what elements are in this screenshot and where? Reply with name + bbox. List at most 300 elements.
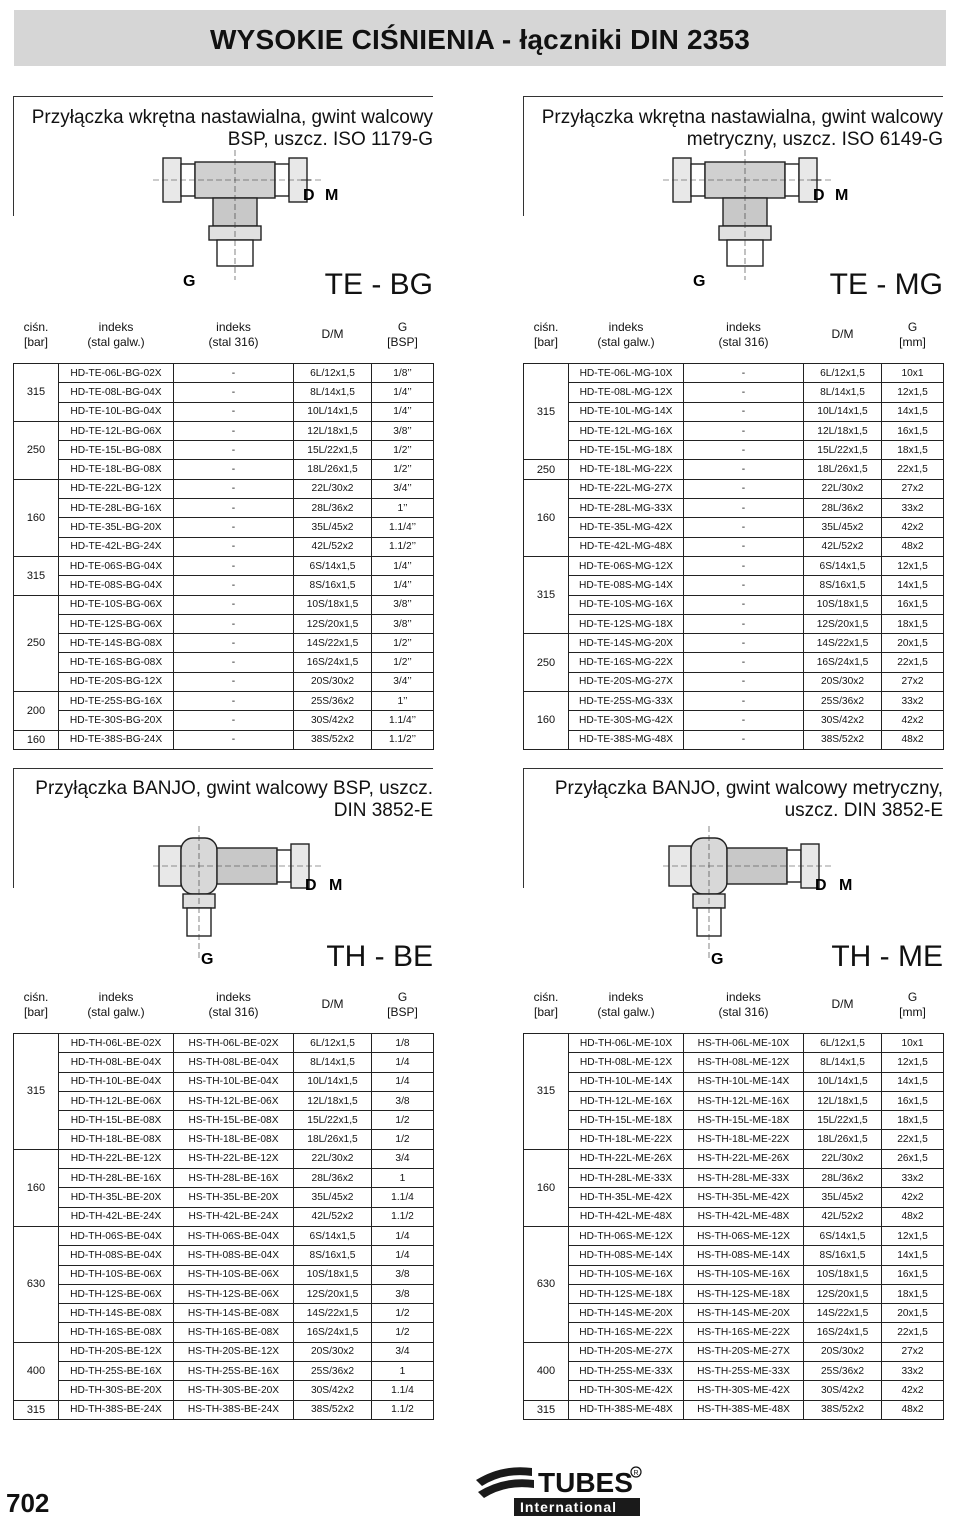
- index-316-cell: HS-TH-16S-ME-22X: [684, 1323, 804, 1342]
- pressure-cell: 400: [14, 1342, 59, 1400]
- g-cell: 27x2: [882, 479, 944, 498]
- dm-cell: 6S/14x1,5: [804, 556, 882, 575]
- pressure-cell: 160: [524, 1149, 569, 1226]
- page-number: 702: [6, 1488, 50, 1518]
- index-316-cell: HS-TH-12L-BE-06X: [174, 1091, 294, 1110]
- index-316-cell: HS-TH-28L-BE-16X: [174, 1169, 294, 1188]
- dm-cell: 22L/30x2: [294, 479, 372, 498]
- header-gap: [14, 354, 434, 364]
- table-row: [524, 1091, 944, 1110]
- table-row: [524, 441, 944, 460]
- table-row: [524, 672, 944, 691]
- dm-cell: 8S/16x1,5: [804, 1246, 882, 1265]
- g-cell: 3/4’’: [372, 672, 434, 691]
- section-heading-line1: Przyłączka BANJO, gwint walcowy BSP, uszcz.: [35, 778, 433, 799]
- pressure-cell: 315: [524, 556, 569, 633]
- dm-cell: 14S/22x1,5: [804, 1304, 882, 1323]
- header-pressure: [524, 315, 569, 354]
- index-cell: HD-TH-15L-ME-18X: [569, 1111, 684, 1130]
- section-te-mg: [523, 96, 943, 746]
- table-row: [14, 711, 434, 730]
- index-316-cell: -: [174, 479, 294, 498]
- g-cell: 48x2: [882, 730, 944, 749]
- header-index-i2: (stal galw.): [597, 334, 655, 349]
- page-title: WYSOKIE CIŚNIENIA - łączniki DIN 2353: [210, 24, 751, 55]
- dm-cell: 15L/22x1,5: [294, 441, 372, 460]
- index-cell: HD-TH-12L-BE-06X: [59, 1091, 174, 1110]
- dm-cell: 8L/14x1,5: [294, 383, 372, 402]
- index-cell: HD-TH-08S-BE-04X: [59, 1246, 174, 1265]
- index-cell: HD-TE-08S-MG-14X: [569, 576, 684, 595]
- table-row: [524, 1304, 944, 1323]
- pressure-cell: 630: [524, 1226, 569, 1342]
- index-cell: HD-TH-06L-ME-10X: [569, 1034, 684, 1053]
- index-316-cell: HS-TH-38S-BE-24X: [174, 1400, 294, 1419]
- pressure-cell: 160: [14, 730, 59, 749]
- table-row: [14, 499, 434, 518]
- index-316-cell: HS-TH-30S-BE-20X: [174, 1381, 294, 1400]
- product-code: TH - BE: [326, 940, 433, 973]
- index-316-cell: HS-TH-10L-BE-04X: [174, 1072, 294, 1091]
- dm-cell: 6L/12x1,5: [804, 1034, 882, 1053]
- header-dm: [294, 315, 372, 354]
- table-row: [524, 576, 944, 595]
- section-frame-top: [13, 768, 433, 769]
- table-row: [524, 421, 944, 440]
- g-cell: 20x1,5: [882, 1304, 944, 1323]
- header-g: [882, 315, 944, 354]
- index-cell: HD-TH-28L-BE-16X: [59, 1169, 174, 1188]
- section-frame-top: [523, 96, 943, 97]
- dm-cell: 28L/36x2: [294, 499, 372, 518]
- dm-cell: 12S/20x1,5: [804, 1284, 882, 1303]
- index-316-cell: -: [684, 692, 804, 711]
- g-cell: 3/8: [372, 1265, 434, 1284]
- table-row: [524, 1381, 944, 1400]
- index-316-cell: -: [174, 460, 294, 479]
- index-316-cell: HS-TH-25S-ME-33X: [684, 1362, 804, 1381]
- table-row: [14, 1284, 434, 1303]
- g-cell: 1/4: [372, 1226, 434, 1245]
- index-cell: HD-TH-10S-BE-06X: [59, 1265, 174, 1284]
- dm-cell: 30S/42x2: [804, 711, 882, 730]
- table-row: [14, 1188, 434, 1207]
- dm-cell: 8L/14x1,5: [294, 1053, 372, 1072]
- index-316-cell: -: [174, 653, 294, 672]
- index-316-cell: HS-TH-06S-BE-04X: [174, 1226, 294, 1245]
- table-row: [524, 653, 944, 672]
- table-row: [524, 1342, 944, 1361]
- dm-cell: 18L/26x1,5: [804, 1130, 882, 1149]
- table-row: [524, 1169, 944, 1188]
- svg-text:G: G: [711, 951, 724, 968]
- index-316-cell: -: [174, 672, 294, 691]
- header-g-g1: G: [397, 989, 408, 1004]
- index-316-cell: HS-TH-08S-ME-14X: [684, 1246, 804, 1265]
- index-cell: HD-TE-06L-BG-02X: [59, 364, 174, 383]
- g-cell: 22x1,5: [882, 653, 944, 672]
- g-cell: 22x1,5: [882, 460, 944, 479]
- table-row: [14, 595, 434, 614]
- g-cell: 18x1,5: [882, 1284, 944, 1303]
- section-frame-top: [13, 96, 433, 97]
- dm-cell: 10L/14x1,5: [294, 402, 372, 421]
- g-cell: 1: [372, 1169, 434, 1188]
- index-cell: HD-TH-20S-ME-27X: [569, 1342, 684, 1361]
- header-pressure-p1: ciśn.: [23, 989, 49, 1004]
- svg-text:G: G: [693, 273, 706, 290]
- table-row: [14, 1130, 434, 1149]
- table-row: [14, 1111, 434, 1130]
- index-316-cell: -: [684, 556, 804, 575]
- g-cell: 1.1/4: [372, 1381, 434, 1400]
- table-row: [14, 1207, 434, 1226]
- index-316-cell: -: [174, 518, 294, 537]
- g-cell: 1/2’’: [372, 460, 434, 479]
- index-cell: HD-TH-38S-BE-24X: [59, 1400, 174, 1419]
- section-te-bg: [13, 96, 433, 746]
- header-dm-dm: D/M: [831, 997, 854, 1011]
- dm-cell: 10S/18x1,5: [294, 1265, 372, 1284]
- index-316-cell: HS-TH-08L-ME-12X: [684, 1053, 804, 1072]
- header-g: [372, 985, 434, 1024]
- index-316-cell: -: [684, 441, 804, 460]
- index-316-cell: -: [684, 383, 804, 402]
- header-index-316-s1: indeks: [216, 319, 251, 334]
- g-cell: 48x2: [882, 1207, 944, 1226]
- table-row: [524, 1400, 944, 1419]
- dm-cell: 14S/22x1,5: [294, 1304, 372, 1323]
- index-cell: HD-TE-38S-BG-24X: [59, 730, 174, 749]
- table-row: [524, 1265, 944, 1284]
- dm-cell: 20S/30x2: [294, 672, 372, 691]
- header-index-316-s2: (stal 316): [718, 1004, 769, 1019]
- pressure-cell: 315: [524, 364, 569, 460]
- index-316-cell: -: [174, 499, 294, 518]
- header-dm-dm: D/M: [321, 327, 344, 341]
- dm-cell: 42L/52x2: [294, 1207, 372, 1226]
- header-index-i1: indeks: [98, 989, 134, 1004]
- g-cell: 1/4’’: [372, 576, 434, 595]
- pressure-cell: 315: [524, 1400, 569, 1419]
- header-g-g2: [BSP]: [387, 1004, 418, 1019]
- header-index-316: [174, 315, 294, 354]
- dm-cell: 30S/42x2: [294, 711, 372, 730]
- header-index-316-s1: indeks: [216, 989, 251, 1004]
- index-316-cell: -: [174, 364, 294, 383]
- dm-cell: 18L/26x1,5: [294, 1130, 372, 1149]
- dm-cell: 20S/30x2: [804, 672, 882, 691]
- index-316-cell: -: [684, 499, 804, 518]
- index-316-cell: HS-TH-10S-BE-06X: [174, 1265, 294, 1284]
- pressure-cell: 250: [14, 421, 59, 479]
- header-dm: [804, 985, 882, 1024]
- table-row: [14, 441, 434, 460]
- index-cell: HD-TE-42L-MG-48X: [569, 537, 684, 556]
- g-cell: 22x1,5: [882, 1130, 944, 1149]
- dm-cell: 10S/18x1,5: [804, 595, 882, 614]
- header-g-g1: G: [907, 319, 918, 334]
- pressure-cell: 630: [14, 1226, 59, 1342]
- index-316-cell: HS-TH-12S-ME-18X: [684, 1284, 804, 1303]
- product-code: TH - ME: [831, 940, 943, 973]
- g-cell: 1’’: [372, 692, 434, 711]
- table-row: [524, 634, 944, 653]
- index-cell: HD-TE-10S-BG-06X: [59, 595, 174, 614]
- index-cell: HD-TH-20S-BE-12X: [59, 1342, 174, 1361]
- index-cell: HD-TH-25S-ME-33X: [569, 1362, 684, 1381]
- g-cell: 12x1,5: [882, 383, 944, 402]
- table-row: [14, 653, 434, 672]
- section-heading-line2: uszcz. DIN 3852-E: [784, 800, 943, 821]
- table-row: [524, 383, 944, 402]
- svg-text:D: D: [813, 187, 825, 204]
- index-316-cell: HS-TH-20S-BE-12X: [174, 1342, 294, 1361]
- table-row: [14, 1342, 434, 1361]
- g-cell: 1/4’’: [372, 383, 434, 402]
- header-index: [59, 985, 174, 1024]
- table-row: [524, 1034, 944, 1053]
- index-cell: HD-TE-14S-MG-20X: [569, 634, 684, 653]
- table-row: [524, 1207, 944, 1226]
- index-316-cell: -: [174, 634, 294, 653]
- dm-cell: 42L/52x2: [294, 537, 372, 556]
- g-cell: 3/8’’: [372, 421, 434, 440]
- dm-cell: 12S/20x1,5: [804, 614, 882, 633]
- svg-text:M: M: [839, 877, 853, 894]
- product-table: [13, 315, 434, 750]
- index-316-cell: HS-TH-06L-ME-10X: [684, 1034, 804, 1053]
- header-pressure-p2: [bar]: [533, 334, 558, 349]
- index-316-cell: -: [174, 556, 294, 575]
- index-316-cell: -: [684, 576, 804, 595]
- table-row: [14, 518, 434, 537]
- index-cell: HD-TH-08L-ME-12X: [569, 1053, 684, 1072]
- dm-cell: 6L/12x1,5: [294, 364, 372, 383]
- index-316-cell: -: [174, 730, 294, 749]
- dm-cell: 6L/12x1,5: [294, 1034, 372, 1053]
- dm-cell: 35L/45x2: [804, 518, 882, 537]
- index-cell: HD-TE-20S-MG-27X: [569, 672, 684, 691]
- index-316-cell: -: [684, 479, 804, 498]
- header-g-g1: G: [907, 989, 918, 1004]
- index-316-cell: HS-TH-14S-ME-20X: [684, 1304, 804, 1323]
- section-frame-top: [523, 768, 943, 769]
- dm-cell: 30S/42x2: [294, 1381, 372, 1400]
- index-316-cell: -: [174, 441, 294, 460]
- dm-cell: 20S/30x2: [804, 1342, 882, 1361]
- table-row: [524, 692, 944, 711]
- table-row: [14, 364, 434, 383]
- g-cell: 3/8’’: [372, 614, 434, 633]
- index-cell: HD-TH-42L-BE-24X: [59, 1207, 174, 1226]
- index-cell: HD-TE-15L-BG-08X: [59, 441, 174, 460]
- table-row: [14, 692, 434, 711]
- index-cell: HD-TE-28L-MG-33X: [569, 499, 684, 518]
- index-316-cell: HS-TH-12L-ME-16X: [684, 1091, 804, 1110]
- g-cell: 1.1/4’’: [372, 711, 434, 730]
- index-cell: HD-TH-14S-BE-08X: [59, 1304, 174, 1323]
- dm-cell: 6S/14x1,5: [294, 1226, 372, 1245]
- table-row: [524, 556, 944, 575]
- g-cell: 14x1,5: [882, 576, 944, 595]
- pressure-cell: 315: [14, 1034, 59, 1150]
- table-row: [524, 1130, 944, 1149]
- section-th-me: [523, 768, 943, 1422]
- dm-cell: 12L/18x1,5: [294, 1091, 372, 1110]
- table-row: [524, 1284, 944, 1303]
- index-316-cell: -: [684, 364, 804, 383]
- dm-cell: 25S/36x2: [294, 692, 372, 711]
- header-index-i1: indeks: [608, 989, 644, 1004]
- index-316-cell: -: [174, 383, 294, 402]
- index-cell: HD-TE-06L-MG-10X: [569, 364, 684, 383]
- pressure-cell: 315: [14, 364, 59, 422]
- svg-text:G: G: [201, 951, 214, 968]
- index-cell: HD-TE-28L-BG-16X: [59, 499, 174, 518]
- table-row: [524, 614, 944, 633]
- g-cell: 1/2: [372, 1130, 434, 1149]
- table-row: [14, 1362, 434, 1381]
- index-316-cell: HS-TH-28L-ME-33X: [684, 1169, 804, 1188]
- index-316-cell: HS-TH-10L-ME-14X: [684, 1072, 804, 1091]
- g-cell: 18x1,5: [882, 1111, 944, 1130]
- header-dm-dm: D/M: [831, 327, 854, 341]
- dm-cell: 16S/24x1,5: [804, 1323, 882, 1342]
- g-cell: 42x2: [882, 711, 944, 730]
- dm-cell: 22L/30x2: [804, 479, 882, 498]
- table-row: [14, 421, 434, 440]
- table-row: [14, 1304, 434, 1323]
- header-index: [59, 315, 174, 354]
- dm-cell: 12S/20x1,5: [294, 1284, 372, 1303]
- header-pressure-p2: [bar]: [23, 1004, 48, 1019]
- dm-cell: 6S/14x1,5: [294, 556, 372, 575]
- header-g-g2: [mm]: [899, 1004, 926, 1019]
- index-cell: HD-TH-06S-ME-12X: [569, 1226, 684, 1245]
- index-cell: HD-TH-16S-BE-08X: [59, 1323, 174, 1342]
- dm-cell: 8S/16x1,5: [294, 576, 372, 595]
- index-316-cell: HS-TH-06S-ME-12X: [684, 1226, 804, 1245]
- header-pressure-p2: [bar]: [533, 1004, 558, 1019]
- g-cell: 1/2’’: [372, 634, 434, 653]
- g-cell: 3/8: [372, 1284, 434, 1303]
- index-316-cell: HS-TH-06L-BE-02X: [174, 1034, 294, 1053]
- index-316-cell: -: [684, 460, 804, 479]
- table-row: [14, 537, 434, 556]
- g-cell: 3/8’’: [372, 595, 434, 614]
- g-cell: 1/4: [372, 1246, 434, 1265]
- table-row: [14, 383, 434, 402]
- header-gap: [14, 1024, 434, 1034]
- g-cell: 1/2: [372, 1111, 434, 1130]
- index-cell: HD-TE-12S-BG-06X: [59, 614, 174, 633]
- section-heading-line1: Przyłączka wkrętna nastawialna, gwint walcowy: [541, 107, 943, 128]
- g-cell: 1/2’’: [372, 653, 434, 672]
- svg-text:M: M: [329, 877, 343, 894]
- g-cell: 18x1,5: [882, 441, 944, 460]
- g-cell: 1/2’’: [372, 441, 434, 460]
- index-316-cell: HS-TH-42L-ME-48X: [684, 1207, 804, 1226]
- dm-cell: 10L/14x1,5: [804, 1072, 882, 1091]
- index-316-cell: -: [684, 653, 804, 672]
- table-row: [14, 1323, 434, 1342]
- g-cell: 1/4: [372, 1072, 434, 1091]
- table-row: [524, 402, 944, 421]
- section-heading-line2: metryczny, uszcz. ISO 6149-G: [686, 129, 943, 150]
- index-cell: HD-TE-16S-MG-22X: [569, 653, 684, 672]
- svg-text:D: D: [305, 877, 317, 894]
- pressure-cell: 160: [14, 1149, 59, 1226]
- index-cell: HD-TH-22L-ME-26X: [569, 1149, 684, 1168]
- index-316-cell: -: [684, 730, 804, 749]
- index-cell: HD-TE-22L-MG-27X: [569, 479, 684, 498]
- table-row: [14, 1246, 434, 1265]
- g-cell: 14x1,5: [882, 1246, 944, 1265]
- logo-word: TUBES: [538, 1467, 633, 1498]
- svg-text:D: D: [815, 877, 827, 894]
- index-cell: HD-TE-30S-BG-20X: [59, 711, 174, 730]
- index-316-cell: HS-TH-14S-BE-08X: [174, 1304, 294, 1323]
- dm-cell: 30S/42x2: [804, 1381, 882, 1400]
- index-316-cell: -: [174, 614, 294, 633]
- index-316-cell: HS-TH-22L-ME-26X: [684, 1149, 804, 1168]
- header-index-316: [684, 315, 804, 354]
- dm-cell: 38S/52x2: [804, 1400, 882, 1419]
- index-316-cell: -: [684, 421, 804, 440]
- dm-cell: 42L/52x2: [804, 537, 882, 556]
- header-index-i2: (stal galw.): [87, 334, 145, 349]
- section-heading-line2: DIN 3852-E: [333, 800, 433, 821]
- pressure-cell: 160: [14, 479, 59, 556]
- index-316-cell: HS-TH-15L-BE-08X: [174, 1111, 294, 1130]
- index-cell: HD-TH-30S-BE-20X: [59, 1381, 174, 1400]
- table-row: [524, 364, 944, 383]
- g-cell: 33x2: [882, 692, 944, 711]
- index-cell: HD-TE-12L-MG-16X: [569, 421, 684, 440]
- g-cell: 33x2: [882, 499, 944, 518]
- index-cell: HD-TE-35L-BG-20X: [59, 518, 174, 537]
- index-316-cell: HS-TH-42L-BE-24X: [174, 1207, 294, 1226]
- dm-cell: 10S/18x1,5: [294, 595, 372, 614]
- dm-cell: 16S/24x1,5: [294, 653, 372, 672]
- dm-cell: 14S/22x1,5: [804, 634, 882, 653]
- dm-cell: 8S/16x1,5: [804, 576, 882, 595]
- index-316-cell: -: [684, 595, 804, 614]
- index-316-cell: -: [174, 595, 294, 614]
- table-row: [524, 460, 944, 479]
- dm-cell: 8S/16x1,5: [294, 1246, 372, 1265]
- dm-cell: 15L/22x1,5: [294, 1111, 372, 1130]
- index-316-cell: -: [174, 576, 294, 595]
- table-row: [524, 1323, 944, 1342]
- g-cell: 16x1,5: [882, 1265, 944, 1284]
- table-row: [524, 518, 944, 537]
- dm-cell: 8L/14x1,5: [804, 1053, 882, 1072]
- dm-cell: 28L/36x2: [804, 499, 882, 518]
- index-cell: HD-TE-06S-MG-12X: [569, 556, 684, 575]
- header-gap: [524, 1024, 944, 1034]
- header-pressure-p1: ciśn.: [23, 319, 49, 334]
- logo-subword: International: [520, 1499, 618, 1515]
- index-316-cell: HS-TH-35L-ME-42X: [684, 1188, 804, 1207]
- section-heading: [13, 778, 433, 822]
- g-cell: 1.1/2’’: [372, 537, 434, 556]
- index-cell: HD-TE-25S-MG-33X: [569, 692, 684, 711]
- index-cell: HD-TH-18L-ME-22X: [569, 1130, 684, 1149]
- dm-cell: 10L/14x1,5: [804, 402, 882, 421]
- header-dm-dm: D/M: [321, 997, 344, 1011]
